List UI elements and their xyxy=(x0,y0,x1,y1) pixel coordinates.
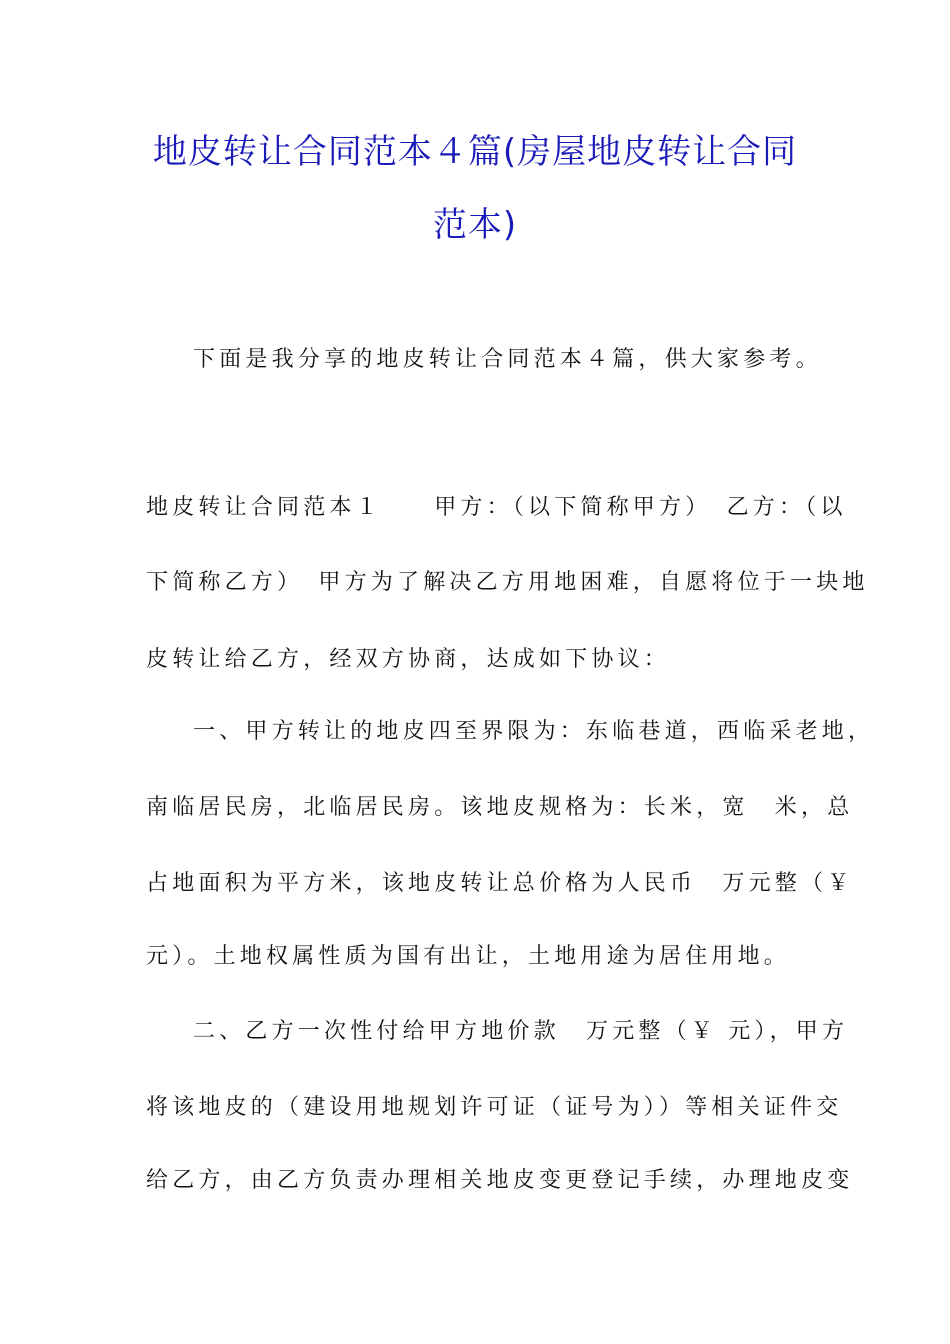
body-line: 下简称乙方） 甲方为了解决乙方用地困难，自愿将位于一块地 xyxy=(146,570,869,595)
intro-paragraph: 下面是我分享的地皮转让合同范本４篇，供大家参考。 xyxy=(193,347,822,372)
document-title-line-2: 范本) xyxy=(432,205,518,245)
body-line: 一、甲方转让的地皮四至界限为：东临巷道，西临采老地， xyxy=(193,719,875,744)
body-line: 占地面积为平方米，该地皮转让总价格为人民币 万元整（￥ xyxy=(146,871,854,896)
body-line: 地皮转让合同范本１ 甲方：（以下简称甲方） 乙方：（以 xyxy=(146,495,847,520)
body-line: 元）。土地权属性质为国有出让，土地用途为居住用地。 xyxy=(146,944,791,969)
document-title-line-1: 地皮转让合同范本４篇(房屋地皮转让合同 xyxy=(152,132,798,172)
body-line: 皮转让给乙方，经双方协商，达成如下协议： xyxy=(146,647,671,672)
body-line: 二、乙方一次性付给甲方地价款 万元整（￥ 元），甲方 xyxy=(193,1019,849,1044)
body-line: 将该地皮的（建设用地规划许可证（证号为））等相关证件交 xyxy=(146,1095,843,1120)
body-line: 给乙方，由乙方负责办理相关地皮变更登记手续，办理地皮变 xyxy=(146,1168,854,1193)
body-line: 南临居民房，北临居民房。该地皮规格为：长米，宽 米，总 xyxy=(146,795,854,820)
